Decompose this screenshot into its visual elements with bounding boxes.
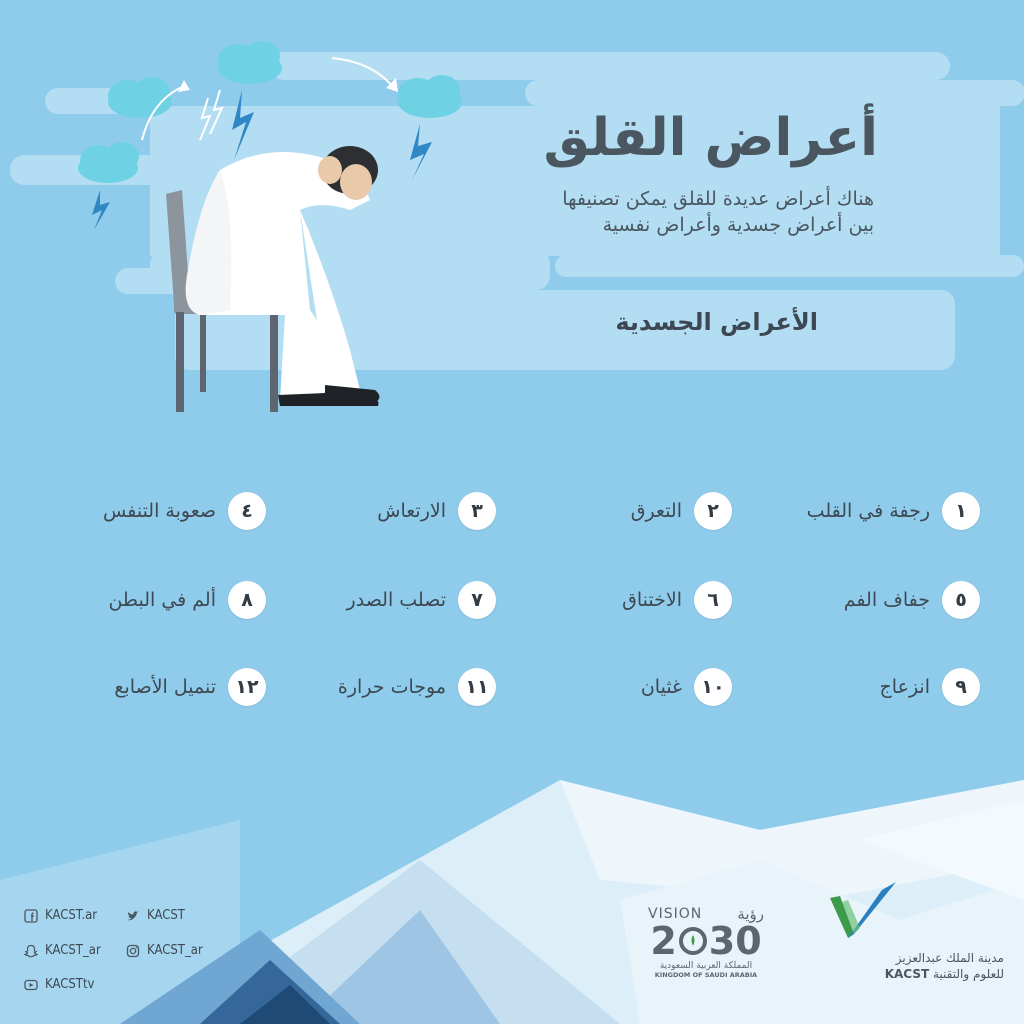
vision-label-ar: رؤية	[737, 905, 764, 923]
kacst-logo-text	[824, 950, 1004, 982]
snapchat-icon	[24, 944, 38, 958]
symptom-number-badge: ٨	[228, 581, 266, 619]
youtube-icon	[24, 978, 38, 992]
symptom-number-badge: ١٢	[228, 668, 266, 706]
symptom-label: الاختناق	[622, 589, 682, 611]
social-handle: KACSTtv	[45, 977, 95, 992]
symptom-label: انزعاج	[879, 676, 930, 698]
vision-emblem-icon	[678, 926, 708, 956]
twitter-icon	[126, 909, 140, 923]
vision-country-ar: المملكة العربية السعودية	[659, 961, 753, 971]
social-instagram[interactable]	[126, 943, 203, 958]
instagram-icon	[126, 944, 140, 958]
vision-label-en: VISION	[648, 906, 703, 922]
social-handle: KACST	[147, 908, 185, 923]
symptom-number-badge: ١٠	[694, 668, 732, 706]
section-title: الأعراض الجسدية	[615, 308, 818, 336]
social-handle: KACST_ar	[147, 943, 203, 958]
page-title: أعراض القلق	[543, 108, 878, 168]
symptom-item	[631, 491, 732, 531]
symptom-number-badge: ١	[942, 492, 980, 530]
kacst-name-line: مدينة الملك عبدالعزيز	[895, 951, 1004, 965]
social-snapchat[interactable]	[24, 943, 101, 958]
symptom-number-badge: ٢	[694, 492, 732, 530]
symptom-label: ألم في البطن	[108, 589, 216, 611]
social-youtube[interactable]	[24, 977, 94, 992]
social-twitter[interactable]	[126, 908, 185, 923]
symptom-label: الارتعاش	[377, 500, 446, 522]
symptom-number-badge: ٤	[228, 492, 266, 530]
social-facebook[interactable]	[24, 908, 97, 923]
social-handle: KACST_ar	[45, 943, 101, 958]
facebook-icon	[24, 909, 38, 923]
vision-2030-logo	[648, 905, 764, 985]
symptom-label: جفاف الفم	[843, 589, 930, 611]
symptom-item	[338, 667, 496, 707]
symptom-label: تصلب الصدر	[346, 589, 446, 611]
symptom-item	[108, 580, 266, 620]
symptom-label: صعوبة التنفس	[103, 500, 216, 522]
kacst-name-line: للعلوم والتقنية	[933, 967, 1004, 981]
vision-year-part: 30	[708, 919, 762, 963]
symptom-item	[103, 491, 266, 531]
symptom-label: رجفة في القلب	[806, 500, 930, 522]
vision-country-en: KINGDOM OF SAUDI ARABIA	[654, 971, 758, 979]
symptom-item	[347, 580, 496, 620]
symptom-item	[807, 491, 980, 531]
symptom-label: غثيان	[640, 676, 682, 698]
symptom-number-badge: ٧	[458, 581, 496, 619]
symptom-item	[641, 667, 732, 707]
kacst-abbr: KACST	[884, 967, 930, 981]
subtitle-line: بين أعراض جسدية وأعراض نفسية	[602, 214, 874, 236]
symptom-number-badge: ٣	[458, 492, 496, 530]
kacst-logo-icon	[828, 880, 898, 944]
symptom-label: موجات حرارة	[337, 676, 446, 698]
symptom-number-badge: ١١	[458, 668, 496, 706]
symptom-label: التعرق	[630, 500, 682, 522]
subtitle-line: هناك أعراض عديدة للقلق يمكن تصنيفها	[562, 188, 874, 210]
symptom-label: تنميل الأصابع	[114, 676, 216, 698]
symptom-item	[114, 667, 266, 707]
symptom-number-badge: ٥	[942, 581, 980, 619]
social-handle: KACST.ar	[45, 908, 98, 923]
symptom-item	[844, 580, 980, 620]
vision-year-part: 2	[650, 919, 677, 963]
symptom-item	[880, 667, 980, 707]
symptom-item	[622, 580, 732, 620]
symptom-item	[377, 491, 496, 531]
symptom-number-badge: ٩	[942, 668, 980, 706]
symptom-number-badge: ٦	[694, 581, 732, 619]
page-subtitle	[454, 186, 874, 238]
anxious-man-illustration	[160, 130, 420, 420]
